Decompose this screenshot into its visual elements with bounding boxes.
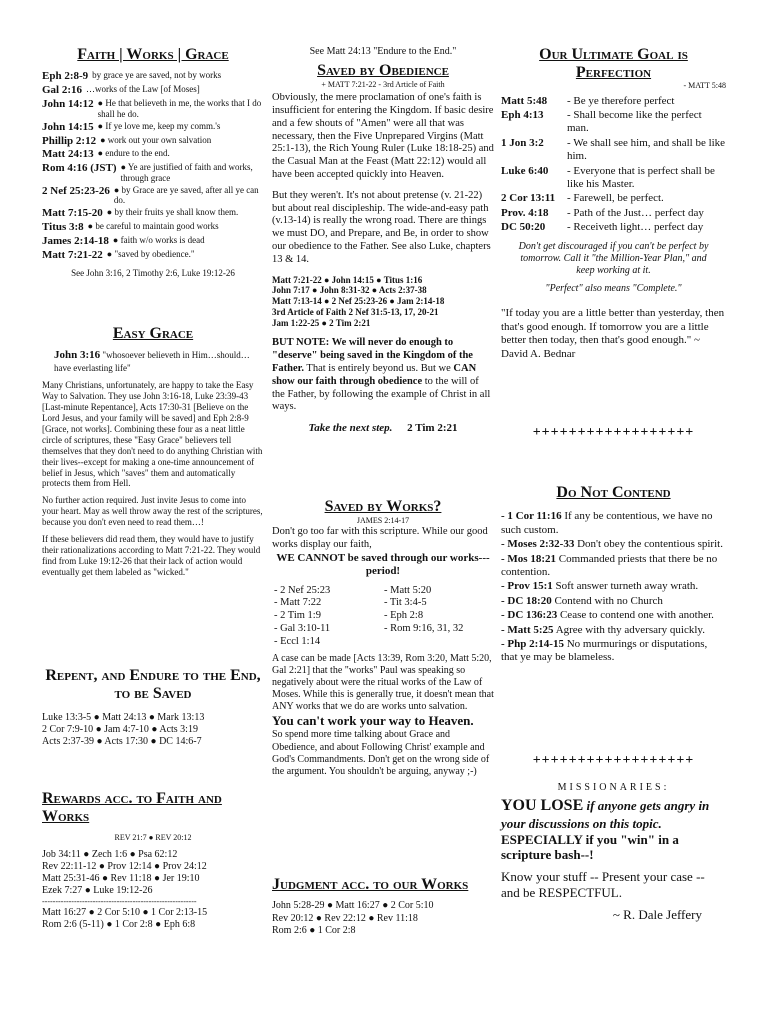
verse-row xyxy=(42,221,264,234)
ref-line: - 2 Tim 1:9 xyxy=(274,610,321,622)
plus-divider: ++++++++++++++++++ xyxy=(532,425,695,440)
easy-grace-section xyxy=(42,325,264,578)
verse-text: by grace ye are saved, not by works xyxy=(92,70,222,81)
section-title: Judgment acc. to our Works xyxy=(272,876,469,893)
verse-row xyxy=(42,235,264,248)
verse-text: No murmurings or disputations, that ye may be blameless. xyxy=(501,638,708,664)
verse-ref: - Moses 2:32-33 xyxy=(501,538,575,551)
subtitle: + MATT 7:21-22 - 3rd Article of Faith xyxy=(321,80,445,90)
faith-list xyxy=(42,70,264,261)
note-end: to the will of the Father, by following the example of Christ in all ways. xyxy=(272,375,491,413)
ref-line: Luke 13:3-5 ● Matt 24:13 ● Mark 13:13 xyxy=(42,711,205,723)
contend-item xyxy=(501,538,726,551)
warning-text: if anyone gets angry in your discussions on this topic. xyxy=(501,798,710,831)
verse-ref: - Matt 5:25 xyxy=(501,623,554,636)
ref-line: Matt 7:21-22 ● John 14:15 ● Titus 1:16 xyxy=(272,274,423,285)
verse-text: ● by Grace are ye saved, after all ye can do. xyxy=(113,184,259,206)
verse-text: …works of the Law [of Moses] xyxy=(86,84,200,95)
verse-row xyxy=(501,221,726,234)
missionaries-title: MISSIONARIES: xyxy=(557,782,670,793)
note-lead: BUT NOTE: We will never do enough to "deserve" being saved in the Kingdom of the Father. xyxy=(272,337,473,374)
rewards-lines xyxy=(42,849,264,898)
section-ref: - MATT 5:48 xyxy=(683,80,726,90)
verse-text: ● He that believeth in me, the works that I do shall he do. xyxy=(97,98,262,119)
contend-item xyxy=(501,553,726,580)
verse-row xyxy=(42,84,264,97)
verse-ref: Matt 5:48 xyxy=(501,94,548,107)
ref-line: John 5:28-29 ● Matt 16:27 ● 2 Cor 5:10 xyxy=(272,900,434,912)
section-title: Our Ultimate Goal is Perfection xyxy=(539,46,688,82)
warning-bold: ESPECIALLY if you "win" in a scripture bash--! xyxy=(501,831,679,863)
author: ~ R. Dale Jeffery xyxy=(612,907,702,922)
ref-line: Job 34:11 ● Zech 1:6 ● Psa 62:12 xyxy=(42,848,178,860)
verse-text: Don't obey the contentious spirit. xyxy=(574,538,723,551)
plus-divider-2: ++++++++++++++++++ xyxy=(532,753,695,768)
works-refs xyxy=(272,585,494,649)
ref-line: - Gal 3:10-11 xyxy=(274,622,331,634)
section-title: Saved by Works? xyxy=(324,498,442,515)
ref-line: Rom 2:6 ● 1 Cor 2:8 xyxy=(272,924,356,936)
verse-row xyxy=(501,137,726,164)
works-refs-left xyxy=(274,585,384,649)
section-title: Faith | Works | Grace xyxy=(77,46,229,63)
verse-ref: Matt 24:13 xyxy=(42,148,94,161)
see-also: See John 3:16, 2 Timothy 2:6, Luke 19:12-26 xyxy=(71,267,235,278)
contend-list xyxy=(501,510,726,664)
paragraph: Obviously, the mere proclamation of one's faith is insufficient for entering the Kingdom. If basic desire and a few shouts of "Amen" were all that was necessary, then the Five Unprepared Virgins (Matt 25:1-13), the Rich Young Ruler (Luke 18:18-25) and the Casual Man at the Feast (Matt 22:12) would all have been accepted quickly into Heaven. xyxy=(272,92,494,180)
perfect-meaning: "Perfect" also means "Complete." xyxy=(545,283,682,295)
verse-text: - Farewell, be perfect. xyxy=(567,192,664,205)
ref-line: - Eph 2:8 xyxy=(384,610,424,622)
ref-line: Matt 16:27 ● 2 Cor 5:10 ● 1 Cor 2:13-15 xyxy=(42,907,208,919)
easy-quote xyxy=(42,349,264,373)
encouragement: Don't get discouraged if you can't be perfect by tomorrow. Call it "the Million-Year Plan," and keep working at it. xyxy=(518,240,709,276)
next-step-text: Take the next step. xyxy=(308,422,393,435)
contend-item xyxy=(501,609,726,622)
verse-text: ● endure to the end. xyxy=(97,148,170,159)
verse-row xyxy=(501,192,726,205)
verse-ref: Rom 4:16 (JST) xyxy=(42,162,117,175)
verse-row xyxy=(42,148,264,161)
paragraph: A case can be made [Acts 13:39, Rom 3:20, Matt 5:20, Gal 2:21] that the "works" Paul was speaking so negatively about were the ritual works of the Law of Moses. While this is generally true, it doesn't mean that ANY works that we do are works unto salvation. xyxy=(272,652,494,713)
verse-row xyxy=(501,109,726,136)
ref-line: Jam 1:22-25 ● 2 Tim 2:21 xyxy=(272,318,371,329)
ref-line: Rev 22:11-12 ● Prov 12:14 ● Prov 24:12 xyxy=(42,860,207,872)
verse-text: ● by their fruits ye shall know them. xyxy=(106,206,239,217)
verse-row xyxy=(42,98,264,119)
ref-line: - Tit 3:4-5 xyxy=(384,597,427,609)
note-mid: That is entirely beyond us. But we xyxy=(303,362,454,374)
ref-line: Matt 25:31-46 ● Rev 11:18 ● Jer 19:10 xyxy=(42,872,200,884)
verse-ref: Luke 6:40 xyxy=(501,164,549,177)
faith-works-grace-section xyxy=(42,46,264,279)
verse-text: - Receiveth light… perfect day xyxy=(567,221,704,234)
verse-ref: Eph 4:13 xyxy=(501,108,544,121)
verse-ref: James 2:14-18 xyxy=(42,234,109,247)
verse-text: ● "saved by obedience." xyxy=(106,248,195,259)
verse-ref: Gal 2:16 xyxy=(42,84,83,97)
works-refs-right xyxy=(384,585,494,649)
verse-ref: Phillip 2:12 xyxy=(42,134,97,147)
verse-ref: Eph 2:8-9 xyxy=(42,70,89,83)
contend-item xyxy=(501,580,726,593)
verse-ref: - DC 136:23 xyxy=(501,609,558,622)
verse-text: Agree with thy adversary quickly. xyxy=(553,623,705,636)
judgment-lines xyxy=(272,900,494,937)
verse-ref: - 1 Cor 11:16 xyxy=(501,510,562,523)
verse-row xyxy=(42,162,264,183)
paragraph: Don't go too far with this scripture. While our good works display our faith, xyxy=(272,526,488,550)
verse-ref: - Php 2:14-15 xyxy=(501,638,564,651)
verse-ref: 2 Cor 13:11 xyxy=(501,192,556,205)
note xyxy=(272,337,494,414)
verse-ref: Prov. 4:18 xyxy=(501,206,549,219)
section-title: Rewards acc. to Faith and Works xyxy=(42,790,222,826)
verse-text: "whosoever believeth in Him…should…have everlasting life" xyxy=(54,350,250,373)
missionaries-warning xyxy=(501,796,726,863)
paragraph: If these believers did read them, they would have to justify their rationalizations according to Matt 7:21-22. They would find from Luke 19:12-26 that their lack of action would eventually get them labeled as "wicked." xyxy=(42,534,261,578)
works-section xyxy=(272,498,494,778)
paragraph: But they weren't. It's not about pretense (v. 21-22) but about real discipleship. The wide-and-easy path (v.13-14) is really the wrong road. There are things we must DO, and Prepare, and Be, in order to show our obedience to the Father. See also Luke, chapters 13 & 14. xyxy=(272,189,491,265)
verse-row xyxy=(501,95,726,108)
verse-text: Cease to contend one with another. xyxy=(557,609,714,622)
bold-statement: WE CANNOT be saved through our works---period! xyxy=(276,551,490,578)
obedience-refs xyxy=(272,275,494,330)
missionaries-section xyxy=(501,782,726,923)
rewards-section xyxy=(42,790,264,931)
ref-line: Ezek 7:27 ● Luke 19:12-26 xyxy=(42,885,153,897)
verse-ref: Matt 7:15-20 xyxy=(42,206,103,219)
verse-text: - Everyone that is perfect shall be like his Master. xyxy=(567,164,715,190)
verse-text: - We shall see him, and shall be like him. xyxy=(567,136,726,163)
verse-text: ● If ye love me, keep my comm.'s xyxy=(97,120,221,131)
verse-ref: DC 50:20 xyxy=(501,221,546,234)
verse-text: If any be contentious, we have no such custom. xyxy=(501,510,713,536)
verse-ref: - Prov 15:1 xyxy=(501,580,553,593)
repent-lines xyxy=(42,712,264,749)
ref-line: - 2 Nef 25:23 xyxy=(274,584,331,596)
verse-text: Commanded priests that there be no contention. xyxy=(501,552,718,579)
advice: Know your stuff -- Present your case -- and be RESPECTFUL. xyxy=(501,869,705,901)
section-title: Easy Grace xyxy=(112,325,194,342)
you-lose: YOU LOSE xyxy=(501,797,584,815)
verse-text: - Be ye therefore perfect xyxy=(567,94,675,107)
paragraph: Many Christians, unfortunately, are happy to take the Easy Way to Salvation. They use John 3:16-18, Luke 23:39-43 [Last-minute Repentance], Acts 17:30-31 [Believe on the Lord Jesus, and your family will be saved] and Eph 2:8-9 [Grace, not works]. Combining these four as a neat little circle of scriptures, these "Easy Grace" believers tell themselves that they don't need to do anything Christian with their lives--except for making a one-time announcement of belief in Jesus, which "saves" them and automatically protects them from Hell. xyxy=(42,379,263,489)
perfection-list xyxy=(501,95,726,235)
verse-text: - Shall become like the perfect man. xyxy=(567,108,702,135)
ref-line: 2 Cor 7:9-10 ● Jam 4:7-10 ● Acts 3:19 xyxy=(42,723,198,735)
judgment-section xyxy=(272,876,494,937)
repent-section xyxy=(42,667,264,748)
subtitle: REV 21:7 ● REV 20:12 xyxy=(114,832,192,842)
divider: ---------------------------------------------------------- xyxy=(42,897,197,907)
verse-row xyxy=(501,165,726,192)
note-bold: CAN show our faith through obedience xyxy=(272,362,477,387)
verse-text: ● work out your own salvation xyxy=(100,134,212,145)
subtitle: JAMES 2:14-17 xyxy=(356,516,410,526)
ref-line: - Rom 9:16, 31, 32 xyxy=(384,622,464,634)
perfection-section xyxy=(501,46,726,361)
ref-line: 3rd Article of Faith 2 Nef 31:5-13, 17, 20-21 xyxy=(272,307,439,318)
contend-item xyxy=(501,624,726,637)
rewards-lines-2 xyxy=(42,907,264,931)
ref-line: Rom 2:6 (5-11) ● 1 Cor 2:8 ● Eph 6:8 xyxy=(42,919,196,931)
section-title: Saved by Obedience xyxy=(317,62,449,79)
contend-item xyxy=(501,638,726,665)
verse-text: Soft answer turneth away wrath. xyxy=(552,580,699,593)
big-statement: You can't work your way to Heaven. xyxy=(272,713,474,729)
verse-row xyxy=(501,207,726,220)
paragraph: So spend more time talking about Grace and Obedience, and about Following Christ' example and God's Commandments. Don't get on the wrong side of the argument. You shouldn't be arguing, anyway ;-) xyxy=(272,729,490,777)
section-title: Repent, and Endure to the End, to be Saved xyxy=(45,667,261,703)
verse-ref: 2 Nef 25:23-26 xyxy=(42,184,110,197)
verse-ref: 1 Jon 3:2 xyxy=(501,136,544,149)
contend-item xyxy=(501,510,726,537)
verse-row xyxy=(42,185,264,206)
obedience-section xyxy=(272,62,494,436)
paragraph: No further action required. Just invite Jesus to come into your heart. May as well throw away the rest of the scriptures, because you don't even need to read them…! xyxy=(42,495,263,528)
ref-line: Matt 7:13-14 ● 2 Nef 25:23-26 ● Jam 2:14-18 xyxy=(272,296,445,307)
verse-row xyxy=(42,70,264,83)
verse-ref: - Mos 18:21 xyxy=(501,552,556,565)
ref-line: - Matt 7:22 xyxy=(274,597,322,609)
verse-ref: - DC 18:20 xyxy=(501,594,552,607)
quote: "If today you are a little better than yesterday, then that's good enough. If tomorrow you are a little better then today, then that's good enough." ~ David A. Bednar xyxy=(501,307,725,360)
verse-ref: John 14:15 xyxy=(42,120,94,133)
ref-line: Rev 20:12 ● Rev 22:12 ● Rev 11:18 xyxy=(272,912,418,924)
next-step xyxy=(272,422,494,435)
verse-row xyxy=(42,135,264,148)
verse-text: - Path of the Just… perfect day xyxy=(567,206,704,219)
verse-text: ● Ye are justified of faith and works, through grace xyxy=(120,162,253,184)
ref-line: - Matt 5:20 xyxy=(384,584,432,596)
ref-line: - Eccl 1:14 xyxy=(274,635,321,647)
contend-section xyxy=(501,484,726,666)
ref-line: John 7:17 ● John 8:31-32 ● Acts 2:37-38 xyxy=(272,285,427,296)
section-title: Do Not Contend xyxy=(556,484,671,501)
verse-text: ● faith w/o works is dead xyxy=(112,234,205,245)
verse-text: ● be careful to maintain good works xyxy=(87,220,219,231)
verse-text: Contend with no Church xyxy=(551,594,663,607)
verse-row xyxy=(42,121,264,134)
see-endure: See Matt 24:13 "Endure to the End." xyxy=(309,46,457,57)
next-step-ref: 2 Tim 2:21 xyxy=(407,422,458,435)
verse-ref: Matt 7:21-22 xyxy=(42,248,103,261)
verse-ref: Titus 3:8 xyxy=(42,220,84,233)
verse-row xyxy=(42,207,264,220)
verse-ref: John 3:16 xyxy=(54,349,101,362)
ref-line: Acts 2:37-39 ● Acts 17:30 ● DC 14:6-7 xyxy=(42,736,202,748)
verse-ref: John 14:12 xyxy=(42,98,94,111)
contend-item xyxy=(501,595,726,608)
verse-row xyxy=(42,249,264,262)
